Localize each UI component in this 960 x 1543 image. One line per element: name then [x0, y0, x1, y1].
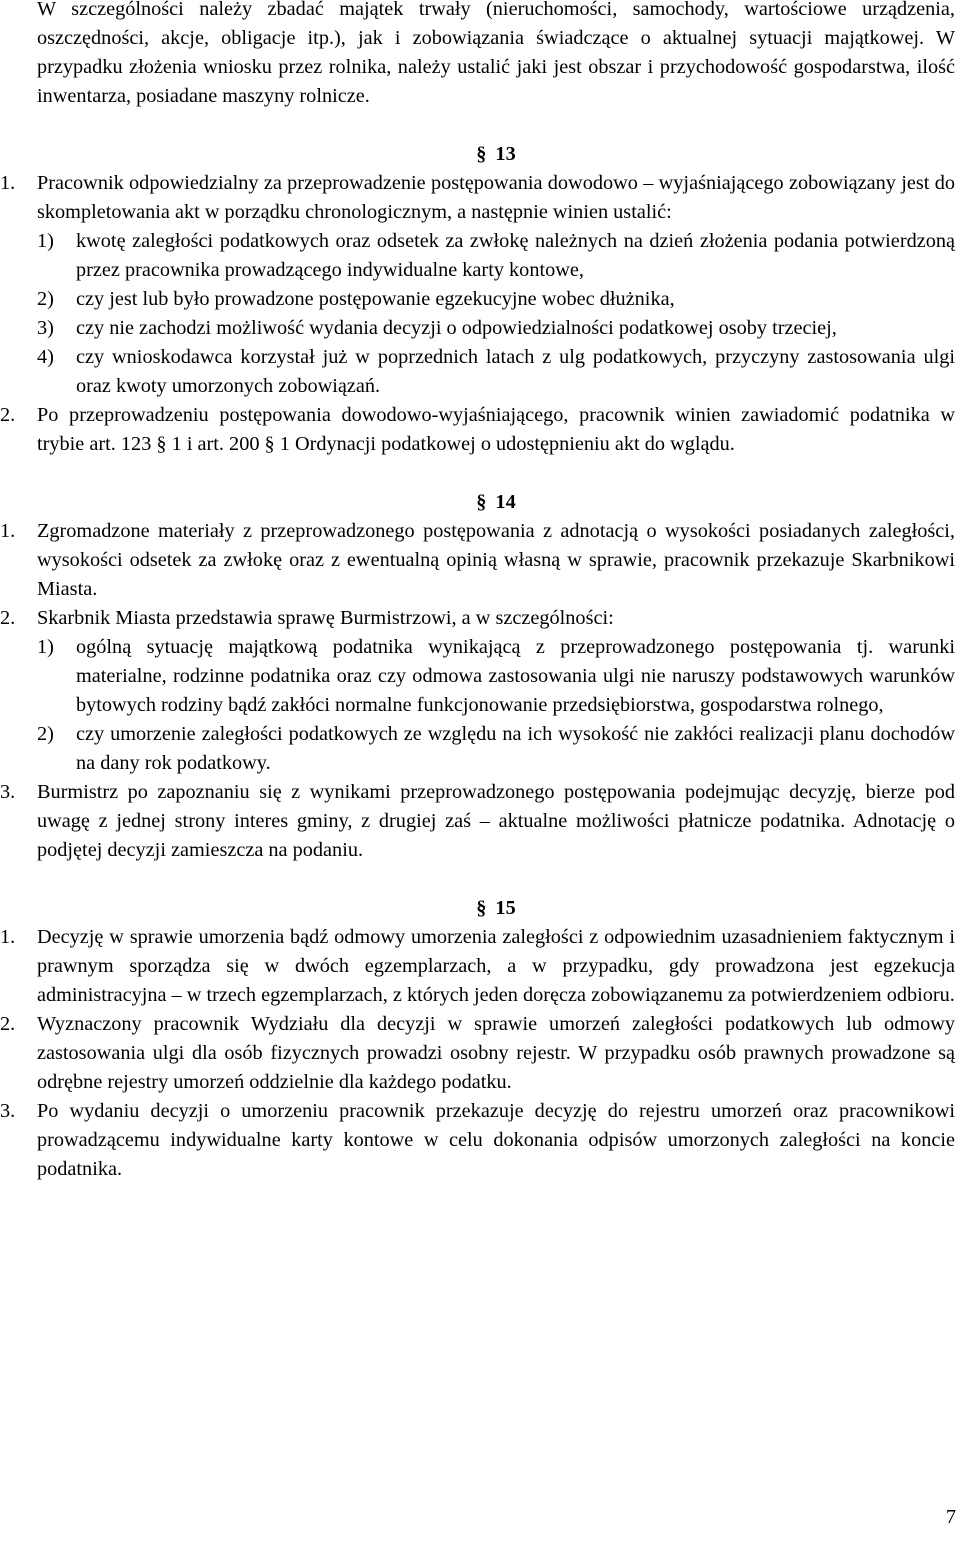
paragraph-text: Decyzję w sprawie umorzenia bądź odmowy umorzenia zaległości z odpowiednim uzasadnieniem faktycznym i prawnym sporządza się w dwóch egzemplarzach, a w przypadku, gdy prowadzona jest egzekucja administracyjna – w trzech egzemplarzach, z których jeden doręcza zobowiązanemu za potwierdzeniem odbioru. [37, 926, 955, 1006]
section-paragraph [0, 401, 955, 459]
section-paragraph [0, 1010, 955, 1097]
section-heading [37, 894, 955, 923]
paragraph-text: Wyznaczony pracownik Wydziału dla decyzji w sprawie umorzeń zaległości podatkowych lub odmowy zastosowania ulgi dla osób fizycznych prowadzi osobny rejestr. W przypadku osób prawnych prowadzone są odrębne rejestry umorzeń oddzielnie dla każdego podatku. [37, 1013, 955, 1093]
list-item [37, 314, 955, 343]
paragraph-number: 2. [0, 404, 16, 426]
list-item [37, 633, 955, 720]
section-paragraph [0, 169, 955, 227]
section-heading [37, 140, 955, 169]
list-item-text: czy umorzenie zaległości podatkowych ze względu na ich wysokość nie zakłóci realizacji planu dochodów na dany rok podatkowy. [76, 723, 955, 774]
list-item-text: ogólną sytuację majątkową podatnika wynikającą z przeprowadzonego postępowania tj. warunki materialne, rodzinne podatnika oraz czy odmowa zastosowania ulgi nie naruszy podstawowych warunków bytowych rodziny bądź zakłóci normalne funkcjonowanie przedsiębiorstwa, gospodarstwa rolnego, [76, 636, 955, 716]
paragraph-text: Zgromadzone materiały z przeprowadzonego postępowania z adnotacją o wysokości posiadanych zaległości, wysokości odsetek za zwłokę oraz z ewentualną opinią własną w sprawie, pracownik przekazuje Skarbnikowi Miasta. [37, 520, 955, 600]
paragraph-number: 2. [0, 1013, 16, 1035]
list-item [37, 227, 955, 285]
list-item-number: 3) [37, 317, 54, 339]
section-heading [37, 488, 955, 517]
paragraph-text: Po przeprowadzeniu postępowania dowodowo-wyjaśniającego, pracownik winien zawiadomić podatnika w trybie art. 123 § 1 i art. 200 § 1 Ordynacji podatkowej o udostępnieniu akt do wglądu. [37, 404, 955, 455]
paragraph-number: 3. [0, 1100, 16, 1122]
list-item [37, 285, 955, 314]
paragraph-text: Po wydaniu decyzji o umorzeniu pracownik przekazuje decyzję do rejestru umorzeń oraz pracownikowi prowadzącemu indywidualne karty kontowe w celu dokonania odpisów umorzonych zaległości na koncie podatnika. [37, 1100, 955, 1180]
list-item-number: 1) [37, 230, 54, 252]
list-item-number: 1) [37, 636, 54, 658]
intro-paragraph: W szczególności należy zbadać majątek trwały (nieruchomości, samochody, wartościowe urządzenia, oszczędności, akcje, obligacje itp.), jak i zobowiązania świadczące o aktualnej sytuacji majątkowej. W przypadku złożenia wniosku przez rolnika, należy ustalić jaki jest obszar i przychodowość gospodarstwa, ilość inwentarza, posiadane maszyny rolnicze. [37, 0, 955, 107]
section-paragraph [0, 517, 955, 604]
list-item-text: czy wnioskodawca korzystał już w poprzednich latach z ulg podatkowych, przyczyny zastosowania ulgi oraz kwoty umorzonych zobowiązań. [76, 346, 955, 397]
paragraph-number: 2. [0, 607, 16, 629]
paragraph-text: Pracownik odpowiedzialny za przeprowadzenie postępowania dowodowo – wyjaśniającego zobowiązany jest do skompletowania akt w porządku chronologicznym, a następnie winien ustalić: [37, 172, 955, 223]
sections-container [0, 140, 955, 1184]
section-symbol: § [476, 143, 487, 165]
paragraph-number: 3. [0, 781, 16, 803]
section-number: 14 [495, 491, 516, 513]
section-number: 13 [495, 143, 516, 165]
section-paragraph [0, 1097, 955, 1184]
section-symbol: § [476, 491, 487, 513]
section-paragraph [0, 923, 955, 1010]
paragraph-text: Skarbnik Miasta przedstawia sprawę Burmistrzowi, a w szczególności: [37, 607, 614, 629]
page-number: 7 [945, 1506, 956, 1528]
list-item-text: czy nie zachodzi możliwość wydania decyzji o odpowiedzialności podatkowej osoby trzeciej, [76, 317, 837, 339]
list-item-text: kwotę zaległości podatkowych oraz odsetek za zwłokę należnych na dzień złożenia podania potwierdzoną przez pracownika prowadzącego indywidualne karty kontowe, [76, 230, 955, 281]
list-item [37, 720, 955, 778]
list-item-number: 2) [37, 288, 54, 310]
section-paragraph [0, 778, 955, 865]
list-item-number: 2) [37, 723, 54, 745]
section-paragraph [0, 604, 955, 633]
section-symbol: § [476, 897, 487, 919]
paragraph-number: 1. [0, 520, 16, 542]
paragraph-number: 1. [0, 172, 16, 194]
paragraph-text: Burmistrz po zapoznaniu się z wynikami przeprowadzonego postępowania podejmując decyzję, bierze pod uwagę z jednej strony interes gminy, z drugiej zaś – aktualne możliwości płatnicze podatnika. Adnotację o podjętej decyzji zamieszcza na podaniu. [37, 781, 955, 861]
list-item-number: 4) [37, 346, 54, 368]
list-item [37, 343, 955, 401]
paragraph-number: 1. [0, 926, 16, 948]
list-item-text: czy jest lub było prowadzone postępowanie egzekucyjne wobec dłużnika, [76, 288, 675, 310]
section-number: 15 [495, 897, 516, 919]
